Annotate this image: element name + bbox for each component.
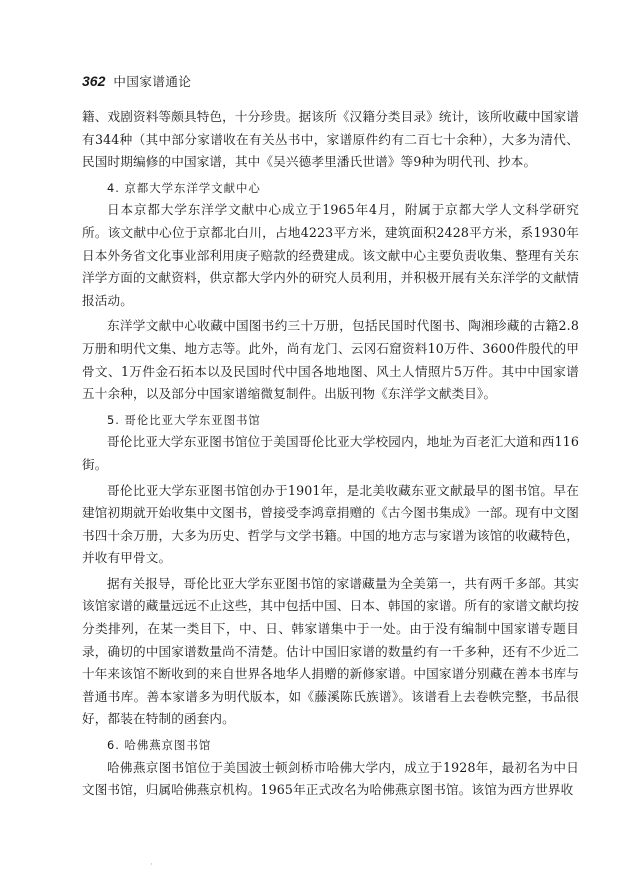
page-header	[82, 72, 191, 90]
footer-mark: ·	[150, 860, 153, 869]
paragraph-columbia-3: 据有关报导，哥伦比亚大学东亚图书馆的家谱藏量为全美第一，共有两千多部。其实该馆家谱的藏量远远不止这些，其中包括中国、日本、韩国的家谱。所有的家谱文献均按分类排列，在某一类目下，中、日、韩家谱集中于一处。由于没有编制中国家谱专题目录，确切的中国家谱数量尚不清楚。估计中国旧家谱的数量约有一千多种，还有不少近二十年来该馆不断收到的来自世界各地华人捐赠的新修家谱。中国家谱分别藏在善本书库与普通书库。善本家谱多为明代版本，如《藤溪陈氏族谱》。该谱看上去卷帙完整，书品很好，都装在特制的函套内。	[82, 575, 580, 727]
paragraph-harvard-1: 哈佛燕京图书馆位于美国波士顿剑桥市哈佛大学内，成立于1928年，最初名为中日文图书馆，归属哈佛燕京机构。1965年正式改名为哈佛燕京图书馆。该馆为西方世界收	[82, 759, 579, 798]
running-title: 中国家谱通论	[113, 74, 192, 89]
page-number: 362	[82, 73, 106, 89]
section-heading-harvard: 6. 哈佛燕京图书馆	[107, 738, 212, 753]
paragraph-kyoto-2: 东洋学文献中心收藏中国图书约三十万册，包括民国时代图书、陶湘珍藏的古籍2.8万册和明代文集、地方志等。此外，尚有龙门、云冈石窟资料10万件、3600件殷代的甲骨文、1万件金石拓本以及民国时代中国各地地图、风土人情照片5万件。其中中国家谱五十余种，以及部分中国家谱缩微复制件。出版刊物《东洋学文献类目》。	[82, 318, 579, 402]
section-heading-columbia: 5. 哥伦比亚大学东亚图书馆	[107, 412, 261, 427]
paragraph-kyoto-1: 日本京都大学东洋学文献中心成立于1965年4月，附属于京都大学人文科学研究所。该文献中心位于京都北白川，占地4223平方米，建筑面积2428平方米，系1930年日本外务省文化事业部利用庚子赔款的经费建成。该文献中心主要负责收集、整理有关东洋学方面的文献资料，供京都大学内外的研究人员利用，并积极开展有关东洋学的文献情报活动。	[82, 202, 580, 308]
paragraph-columbia-2: 哥伦比亚大学东亚图书馆创办于1901年，是北美收藏东亚文献最早的图书馆。早在建馆初期就开始收集中文图书，曾接受李鸿章捐赠的《古今图书集成》一部。现有中文图书四十余万册，大多为历史、哲学与文学书籍。中国的地方志与家谱为该馆的收藏特色，并收有甲骨文。	[82, 482, 580, 566]
section-heading-kyoto: 4. 京都大学东洋学文献中心	[107, 180, 261, 195]
page-body	[82, 106, 579, 802]
paragraph-columbia-1: 哥伦比亚大学东亚图书馆位于美国哥伦比亚大学校园内，地址为百老汇大道和西116街。	[82, 434, 579, 472]
paragraph-continued: 籍、戏剧资料等颇具特色，十分珍贵。据该所《汉籍分类目录》统计，该所收藏中国家谱有344种（其中部分家谱收在有关丛书中，家谱原件约有二百七十余种），大多为清代、民国时期编修的中国家谱，其中《吴兴德孝里潘氏世谱》等9种为明代刊、抄本。	[82, 109, 580, 170]
